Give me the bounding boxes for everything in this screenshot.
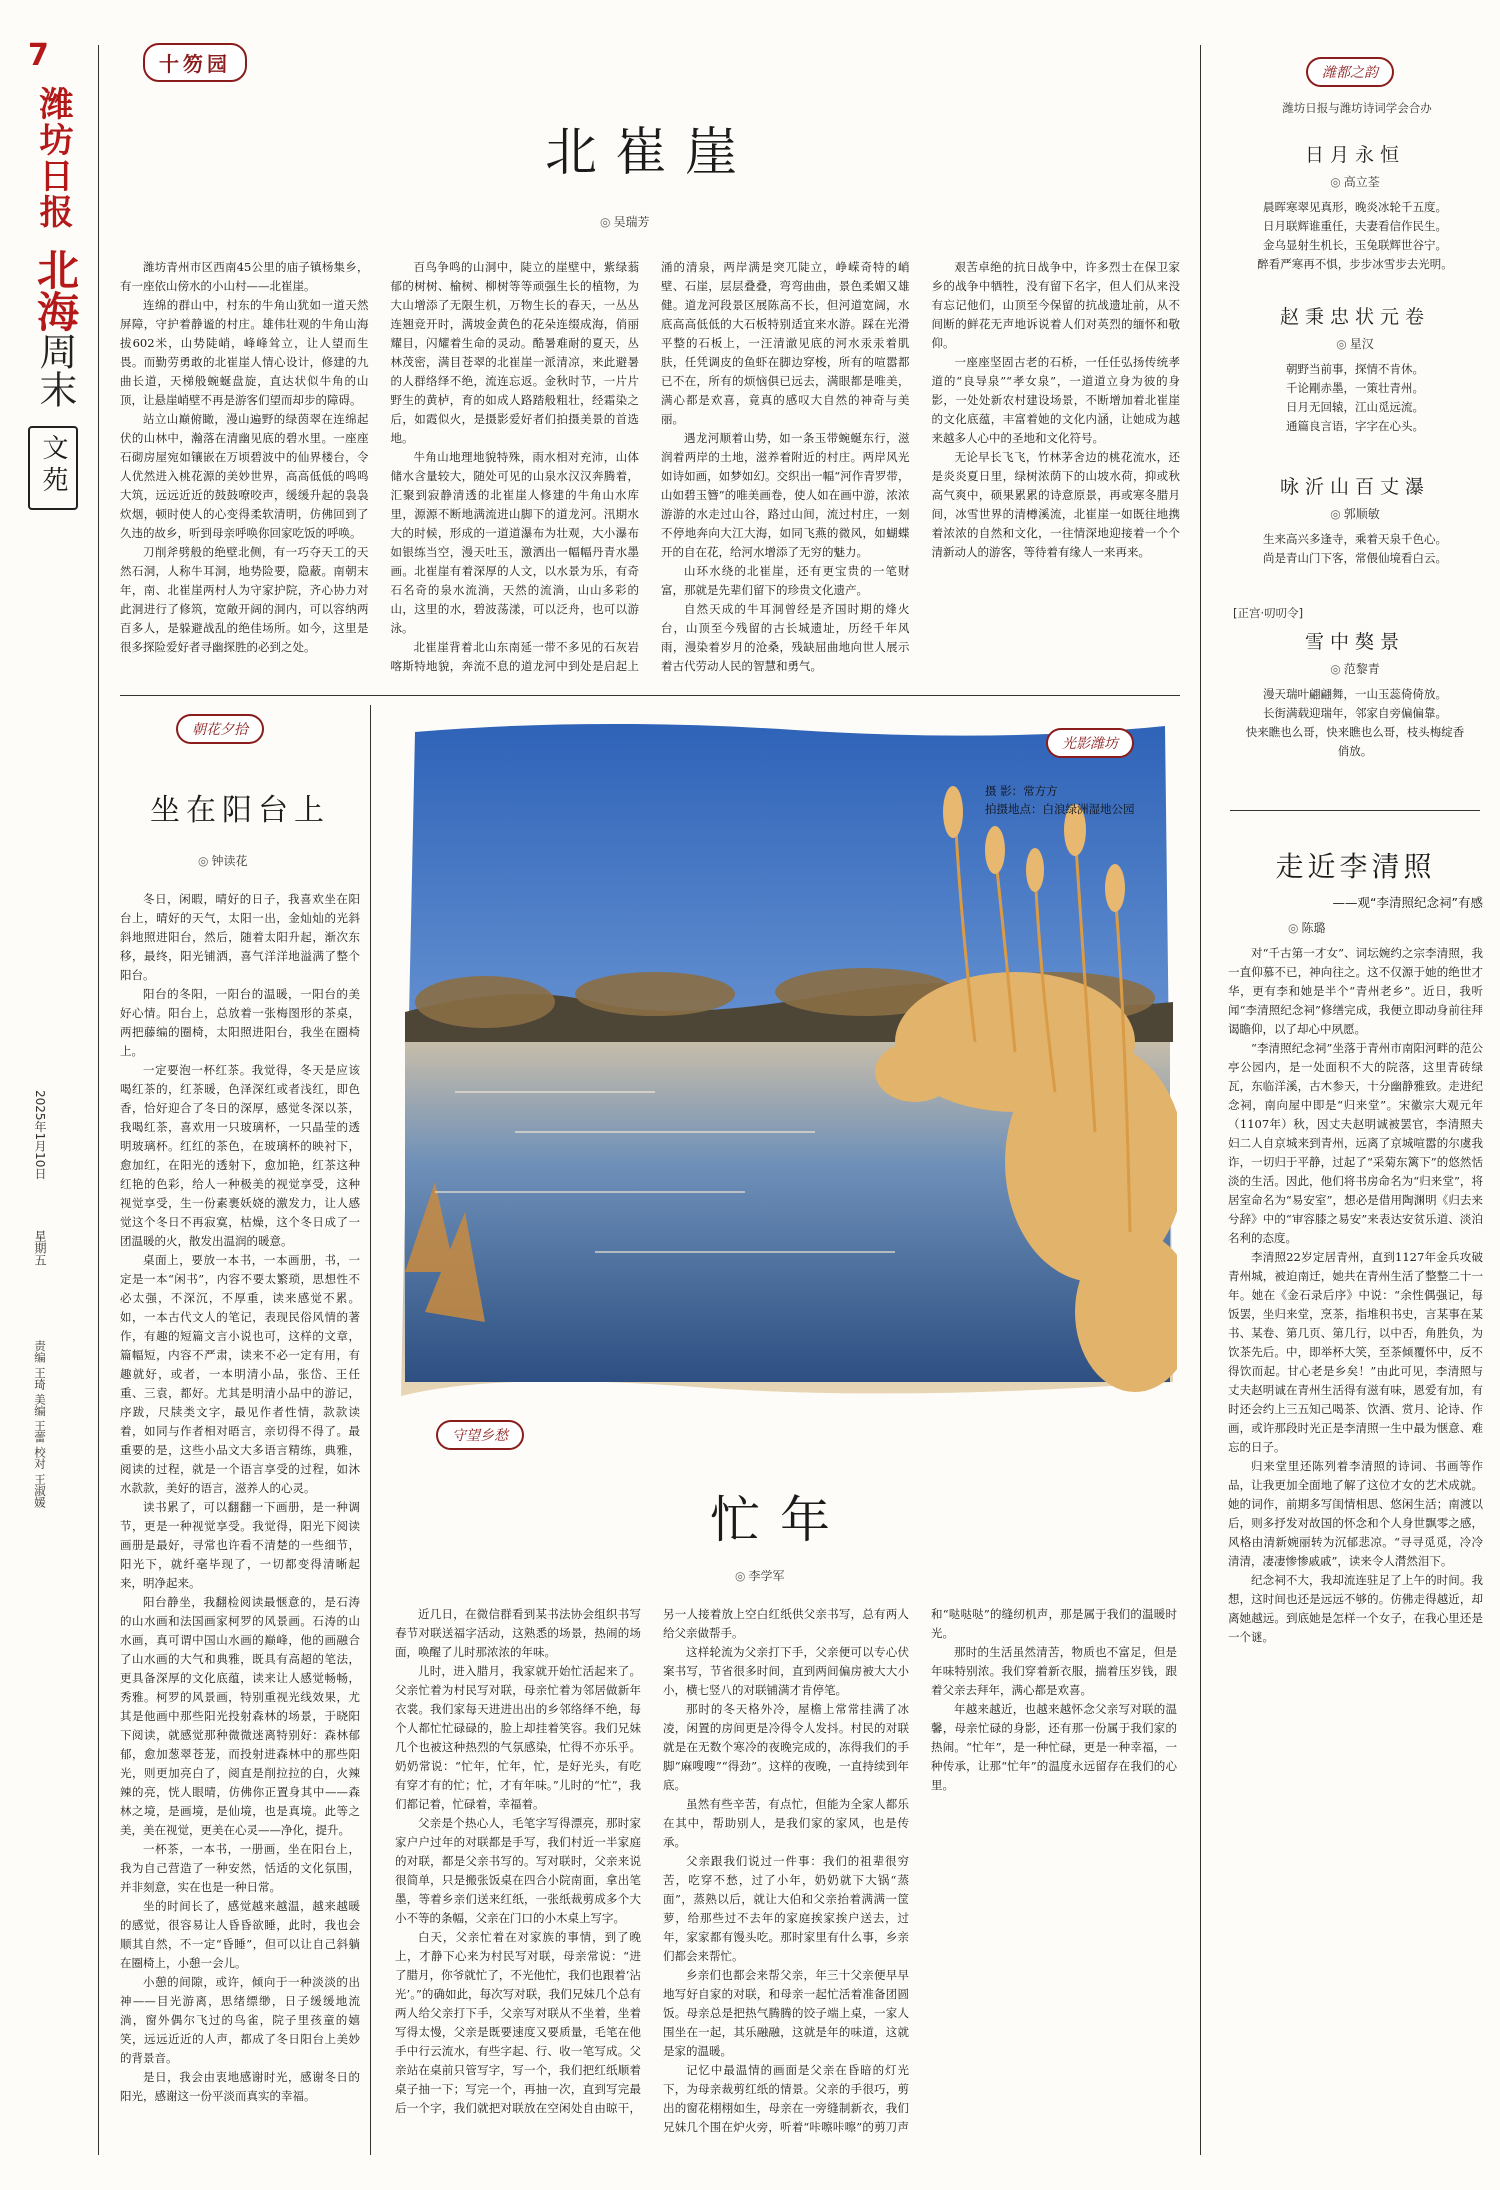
banner-guangying <box>1015 726 1165 760</box>
poem-line: 朝野当前事，探情不肯休。 <box>1286 362 1424 376</box>
essay-byline <box>1288 919 1483 936</box>
column-b-author: 李学军 <box>748 1569 785 1583</box>
banner-shiwuyuan-label: 十笏园 <box>143 43 247 82</box>
column-b-body <box>395 1605 1177 2155</box>
photo-location: 拍摄地点：白浪绿洲湿地公园 <box>985 802 1135 816</box>
paragraph: 遇龙河顺着山势，如一条玉带蜿蜒东行，滋润着两岸的土地，滋养着附近的村庄。两岸风光如诗如画，如梦如幻。交织出一幅“河作青罗带，山如碧玉簪”的唯美画卷，使人如在画中游，浓浓游游的水走过山谷，路过山间，流过村庄，一刻不停地奔向大江大海，如同飞燕的微风，如蝴蝶开的自在花，给河水增添了无穷的魅力。 <box>661 431 910 559</box>
paragraph: 无论早长飞飞，竹林茅舍边的桃花流水，还是炎炎夏日里，绿树浓荫下的山坡水荷，抑或秋高气爽中，硕果累累的诗意原景，再或寒冬腊月间，冰雪世界的清樽溪流，北崔崖一如既往地携着浓浓的自然和文化，一往情深地迎接着一个个清新动人的游客，等待着有缘人一来再来。 <box>931 450 1180 559</box>
masthead <box>28 40 88 1320</box>
poem-line: 金乌显射生机长，玉兔联辉世谷宁。 <box>1263 238 1447 252</box>
poem-title: 赵秉忠状元卷 <box>1279 306 1430 328</box>
paragraph: 桌面上，要放一本书，一本画册，书，一定是一本“闲书”，内容不要太繁琐，思想性不必太强，不深沉，不厚重，读来感觉不累。如，一本古代文人的笔记，表现民俗风情的著作，有趣的短篇文言小说也可，这样的文章，篇幅短，内容不严肃，读来不必一定有用，有趣就好，或者，一本明清小品，张岱、王任重、三袁，都好。尤其是明清小品中的游记，序跋，尺牍类文字，最见作者性情，款款读着，如同与作者相对晤言，亲切得不得了。最重要的是，这些小品文大多语言精练，典雅，阅读的过程，就是一个语言享受的过程，如沐水款款，美好的语言，滋养人的心灵。 <box>120 1253 360 1495</box>
main-story-title: 北崔崖 <box>544 123 755 183</box>
divider-left <box>98 45 99 2155</box>
paragraph: 父亲是个热心人，毛笔字写得漂亮，那时家家户户过年的对联都是手写，我们村近一半家庭的对联，都是父亲书写的。写对联时，父亲来说很简单，只是搬张饭桌在四合小院南面，拿出笔墨，等着乡亲们送来红纸，一张纸裁剪成多个大小不等的条幅，父亲在门口的小木桌上写字。 <box>395 1816 641 1925</box>
paper-name: 潍坊日报 <box>33 86 73 230</box>
supplement-bold: 北海 <box>31 248 80 332</box>
paragraph: 阳台的冬阳，一阳台的温暖，一阳台的美好心情。阳台上，总放着一张梅图形的茶桌，两把藤编的圈椅，太阳照进阳台，我坐在圈椅上。 <box>120 987 360 1058</box>
paragraph: 对“千古第一才女”、词坛婉约之宗李清照，我一直仰慕不已，神向往之。这不仅源于她的绝世才华，更有李和她是半个“青州老乡”。近日，我听闻“李清照纪念祠”修缮完成，我便立即动身前往拜谒瞻仰，以了却心中夙愿。 <box>1228 946 1483 1036</box>
paragraph: 一杯茶，一本书，一册画，坐在阳台上，我为自己营造了一种安然，恬适的文化氛围，并非刻意，实在也是一种日常。 <box>120 1842 360 1894</box>
supplement-rest: 周末 <box>33 332 77 408</box>
author-mark-icon: ◎ <box>600 215 611 229</box>
poem-title: 咏沂山百丈瀑 <box>1279 476 1430 498</box>
issue-weekday: 星期五 <box>33 1230 47 1266</box>
paragraph: 北崔崖背着北山东南延一带不多见的石灰岩喀斯特地貌，奔流不息的道龙河中到处是启起上涌的清泉，两岸满是突兀陡立，峥嵘奇特的峭壁、石崖，层层叠叠，弯弯曲曲，景色柔媚又雄健。道龙河段景区展陈高不长，但河道宽阔，水底高高低低的大石板特别适宜来水游。踩在光滑平整的石板上，一汪清澈见底的河水汞汞着肌肤，任凭调皮的鱼虾在脚边穿梭，所有的喧嚣都已不在，所有的烦恼俱已远去，满眼都是唯美，满心都是欢喜，竟真的感叹大自然的神奇与美丽。 <box>390 260 910 673</box>
poem-line: 快来瞧也么哥，快来瞧也么哥，枝头梅绽香 <box>1245 725 1465 739</box>
paragraph: 小憩的间隙，或许，倾向于一种淡淡的出神——目光游离，思绪缥缈，日子缓缓地流淌，窗外偶尔飞过的鸟雀，院子里孩童的嬉笑，远远近近的人声，都成了冬日阳台上美妙的背景音。 <box>120 1975 360 2065</box>
paragraph: 是日，我会由衷地感谢时光，感谢冬日的阳光，感谢这一份平淡而真实的幸福。 <box>120 2070 360 2103</box>
paragraph: 百鸟争鸣的山洞中，陡立的崖壁中，紫绿蓊郁的树树、榆树、柳树等等顽强生长的植物，为大山增添了无限生机，万物生长的春天，一丛丛连翘竞开时，满坡金黄色的花朵连缀成海，俏丽耀目，闪耀着生命的灵动。酷暑难耐的夏天，丛林茂密，满目苍翠的北崔崖一派清凉，来此避暑的人群络绎不绝，流连忘返。金秋时节，一片片野生的黄栌，育的如成人路踏般粗壮，经霜染之后，如霞似火，是摄影爱好者们拍摄美景的首选地。 <box>390 260 639 445</box>
column-b-byline <box>735 1567 785 1584</box>
paragraph: 坐的时间长了，感觉越来越温，越来越暖的感觉，很容易让人昏昏欲睡，此时，我也会顺其自然，不一定“昏睡”，但可以让自己斜躺在圈椅上，小憩一会儿。 <box>120 1899 360 1970</box>
banner-weidu <box>1250 55 1450 89</box>
photo-credit <box>985 782 1135 818</box>
poem-byline <box>1215 335 1495 352</box>
poem-line: 日月无回辕，江山觅远流。 <box>1286 400 1424 414</box>
author-mark-icon: ◎ <box>198 854 209 868</box>
column-a-body <box>120 890 360 2155</box>
divider-right <box>1200 45 1201 2155</box>
divider-column-a <box>370 705 371 2155</box>
banner-zhaohuaxishi <box>120 712 320 746</box>
paragraph: 山环水绕的北崔崖，还有更宝贵的一笔财富，那就是先辈们留下的珍贵文化遗产。 <box>661 564 910 597</box>
poem-line: 漫天瑞叶翩翩舞，一山玉蕊倚倚放。 <box>1263 687 1447 701</box>
poem-line: 千论剛赤墨，一策壮青州。 <box>1286 381 1424 395</box>
poem-byline <box>1215 173 1495 190</box>
poem-line: 生来高兴多逢寺，乘着天泉千色心。 <box>1263 532 1447 546</box>
poem-byline <box>1215 505 1495 522</box>
column-a-title: 坐在阳台上 <box>150 793 330 828</box>
paragraph: 记忆中最温情的画面是父亲在昏暗的灯光下，为母亲裁剪红纸的情景。父亲的手很巧，剪出的窗花栩栩如生，母亲在一旁缝制新衣，我们兄妹几个围在炉火旁，听着“咔嚓咔嚓”的剪刀声和“哒哒哒”的缝纫机声，那是属于我们的温暖时光。 <box>663 1607 1177 2134</box>
banner-shouwangxiangchou-label: 守望乡愁 <box>436 1420 524 1450</box>
paragraph: 刀削斧劈般的绝壁北侧，有一巧夺天工的天然石洞，人称牛耳洞，地势险要，隐蔽。南朝末年，南、北崔崖两村人为守家护院，齐心协力对此洞进行了修筑，宽敞开阔的洞内，可以容纳两百多人，是躲避战乱的绝佳场所。如今，这里是很多探险爱好者寻幽探胜的必到之处。 <box>120 545 369 654</box>
paragraph: 阳台静坐，我翻检阅读最惬意的，是石涛的山水画和法国画家柯罗的风景画。石涛的山水画，真可谓中国山水画的巅峰，他的画融合了山水画的大气和典雅，既具有高超的笔法，更具备深厚的文化底蕴，读来让人感觉畅畅，秀雅。柯罗的风景画，特别重视光线效果，尤其是他画中那些阳光投射森林的场景，于晓阳下阅读，就感觉那种微微迷离特别好：森林郁郁，愈加葱翠苍茏，而投射进森林中的那些阳光，则更加亮白了，阅直是削拉拉的白，火辣辣的亮，恍人眼晴，仿佛你正置身其中——森林之境，是画境，是仙境，也是真境。此等之美，美在视觉，更美在心灵——净化，提升。 <box>120 1595 360 1837</box>
poem-line: 醉看严寒再不惧，步步冰雪步去光明。 <box>1257 257 1453 271</box>
paragraph: 自然天成的牛耳洞曾经是齐国时期的烽火台，山顶至今残留的古长城遗址，历经千年风雨，漫染着岁月的沧桑，残缺屈曲地向世人展示着古代劳动人民的智慧和勇气。 <box>661 602 910 673</box>
poem-line: 通篇良言语，字字在心头。 <box>1286 419 1424 433</box>
poem-lines <box>1215 198 1495 274</box>
paragraph: 这样轮流为父亲打下手，父亲便可以专心伏案书写，节省很多时间，直到两间偏房被大大小小，横七竖八的对联铺满才肯停笔。 <box>663 1645 909 1697</box>
poem-author: 郭顺敏 <box>1343 507 1380 521</box>
poem-line: 日月联辉谁重任，夫妻看信作民生。 <box>1263 219 1447 233</box>
photographer: 摄 影：常方方 <box>985 784 1058 798</box>
page-number: 7 <box>28 38 49 73</box>
paragraph: 那时的生活虽然清苦，物质也不富足，但是年味特别浓。我们穿着新衣服，揣着压岁钱，跟着父亲去拜年，满心都是欢喜。 <box>931 1645 1177 1697</box>
banner-weidu-label: 潍都之韵 <box>1306 57 1394 87</box>
paragraph: 一座座坚固古老的石桥，一任任弘扬传统孝道的“良导泉”“孝女泉”，一道道立身为彼的身影，一处处新农村建设场景，不断增加着北崔崖的文化底蕴，丰富着她的文化内涵，让她成为越来越多人心中的圣地和文化符号。 <box>931 355 1180 445</box>
poem-title: 雪中獒景 <box>1304 631 1405 653</box>
paragraph: 站立山巅俯瞰，漫山遍野的绿茵翠在连绵起伏的山林中，瀚落在清幽见底的碧水里。一座座石砌房屋宛如镶嵌在万顷碧波中的仙界楼台，令人优然进入桃花源的美妙世界，高高低低的鸣鸣大筑，远远近近的鼓鼓嘹咬声，缓缓升起的袅袅炊烟，顿时使人的心变得柔软清明，仿佛回到了久违的故乡，听到母亲呼唤你回家吃饭的呼唤。 <box>120 412 369 540</box>
poem-line: 俏放。 <box>1337 744 1373 758</box>
poem-block-1 <box>1215 140 1495 274</box>
paragraph: 白天，父亲忙着在对家族的事情，到了晚上，才静下心来为村民写对联，母亲常说：“进了腊月，你爷就忙了，不光他忙，我们也跟着‘沾光’。”的确如此，每次写对联，我们兄妹几个总有两人给父亲打下手，父亲写对联从不坐着，坐着写得太慢，父亲是既要速度又要质量，毛笔在他手中行云流水，有些字起、行、收一笔写成。父亲站在桌前只管写字，写一个，我们把红纸顺着桌子抽一下；写完一个，再抽一次，直到写完最后一个字，我们就把对联放在空闲处自由晾干，另一人接着放上空白红纸供父亲书写，总有两人给父亲做帮手。 <box>395 1607 909 2115</box>
paragraph: 纪念祠不大，我却流连驻足了上午的时间。我想，这时间也还是远远不够的。仿佛走得越近，却离她越远。到底她是怎样一个女子，在我心里还是一个谜。 <box>1228 1573 1483 1644</box>
author-mark-icon: ◎ <box>1330 507 1341 521</box>
landscape-photo <box>395 712 1177 1402</box>
paragraph: 近几日，在微信群看到某书法协会组织书写春节对联送福字活动，这熟悉的场景，热闹的场面，唤醒了儿时那浓浓的年味。 <box>395 1607 641 1659</box>
main-story-author: 吴瑞芳 <box>613 215 650 229</box>
divider-right-sidebar <box>1230 810 1480 811</box>
poem-author: 星汉 <box>1349 337 1374 351</box>
section-badge <box>28 426 78 510</box>
banner-guangying-label: 光影潍坊 <box>1046 728 1134 758</box>
paragraph: 父亲跟我们说过一件事：我们的祖辈很穷苦，吃穿不愁，过了小年，奶奶就下大锅“蒸面”，蒸熟以后，就让大伯和父亲抬着满满一筐萝，给那些过不去年的家庭挨家挨户送去，过年，家家都有馒头吃。那时家里有什么事，乡亲们都会来帮忙。 <box>663 1854 909 1963</box>
poem-line: 晨晖寒翠见真形，晚炎冰轮千五度。 <box>1263 200 1447 214</box>
poem-tag: [正宫·叨叨令] <box>1233 606 1304 620</box>
paragraph: 儿时，进入腊月，我家就开始忙活起来了。父亲忙着为村民写对联，母亲忙着为邻居做新年衣裳。我们家每天进进出出的乡邻络绎不绝，每个人都忙忙碌碌的，脸上却挂着笑容。我们兄妹几个也被这种热烈的气氛感染，忙得不亦乐乎。奶奶常说：“忙年，忙年，忙，是好光头，有吃有穿才有的忙；忙，才有年味。”儿时的“忙”，我们都记着，忙碌着，幸福着。 <box>395 1664 641 1811</box>
main-story-body <box>120 258 1180 678</box>
banner-zhaohuaxishi-label: 朝花夕拾 <box>176 714 264 744</box>
cooperation-note: 潍坊日报与潍坊诗词学会合办 <box>1282 101 1432 115</box>
paragraph: 潍坊青州市区西南45公里的庙子镇杨集乡，有一座依山傍水的小山村——北崔崖。 <box>120 260 369 293</box>
paragraph: 艰苦卓绝的抗日战争中，许多烈士在保卫家乡的战争中牺牲，没有留下名字，但人们从来没有忘记他们，山顶至今保留的抗战遗址前，从不间断的鲜花无声地诉说着人们对英烈的缅怀和敬仰。 <box>931 260 1180 350</box>
section-name: 文苑 <box>38 434 68 498</box>
editor-credits: 责编 王琦 美编 王蕾 校对 王淑媛 <box>33 1340 47 1508</box>
author-mark-icon: ◎ <box>1330 175 1341 189</box>
divider-top-story <box>120 695 1180 696</box>
paragraph: 一定要泡一杯红茶。我觉得，冬天是应该喝红茶的，红茶暖，色泽深红或者浅红，即色香，恰好迎合了冬日的深厚，感觉冬深以茶，我喝红茶，喜欢用一只玻璃杯，一只晶莹的透明玻璃杯。红红的茶色，在玻璃杯的映衬下，愈加红，在阳光的透射下，愈加艳，红茶这种红艳的色彩，给人一种极美的视觉享受，这种视觉享受，生一份素裹妖娆的激发力，让人感觉这个冬日不再寂寞，枯燥，这个冬日成了一团温暖的火，散发出温润的暖意。 <box>120 1063 360 1248</box>
poem-block-4 <box>1215 605 1495 761</box>
column-a-author: 钟读花 <box>211 854 248 868</box>
essay-block <box>1228 845 1483 2124</box>
poem-byline <box>1215 660 1495 677</box>
poem-block-2 <box>1215 302 1495 436</box>
essay-author: 陈璐 <box>1301 921 1326 935</box>
essay-body <box>1228 944 1483 2124</box>
author-mark-icon: ◎ <box>1330 662 1341 676</box>
paragraph: 归来堂里还陈列着李清照的诗词、书画等作品，让我更加全面地了解了这位才女的艺术成就。她的词作，前期多写闺情相思、悠闲生活；南渡以后，则多抒发对故国的怀念和个人身世飘零之感，风格由清新婉丽转为沉郁悲凉。“寻寻觅觅，冷冷清清，凄凄惨惨戚戚”，读来令人潸然泪下。 <box>1228 1459 1483 1568</box>
poem-lines <box>1215 685 1495 761</box>
main-story-byline <box>600 213 650 230</box>
supplement-name <box>32 248 78 408</box>
poem-title: 日月永恒 <box>1304 144 1405 166</box>
banner-shiwuyuan <box>120 42 270 82</box>
paragraph: 冬日，闲暇，晴好的日子，我喜欢坐在阳台上，晴好的天气，太阳一出，金灿灿的光斜斜地照进阳台，然后，随着太阳升起，渐次东移，最终，阳光铺洒，喜气洋洋地溢满了整个阳台。 <box>120 892 360 982</box>
author-mark-icon: ◎ <box>1288 921 1299 935</box>
paragraph: 乡亲们也都会来帮父亲，年三十父亲便早早地写好自家的对联，和母亲一起忙活着准备团圆饭。母亲总是把热气腾腾的饺子端上桌，一家人围坐在一起，其乐融融，这就是年的味道，这就是家的温暖。 <box>663 1968 909 2058</box>
poem-line: 长街满载迎瑞年，邻家自旁偏偏靠。 <box>1263 706 1447 720</box>
column-b-title: 忙年 <box>710 1491 850 1549</box>
poem-lines <box>1215 360 1495 436</box>
poem-line: 尚是青山门下客，常偎仙境看白云。 <box>1263 551 1447 565</box>
column-a-byline <box>198 852 248 869</box>
author-mark-icon: ◎ <box>1336 337 1347 351</box>
paragraph: 连绵的群山中，村东的牛角山犹如一道天然屏障，守护着静谧的村庄。雄伟壮观的牛角山海拔602米，山势陡峭，峰峰耸立，让人望而生畏。而勤劳勇敢的北崔崖人情心设计，修建的九曲长道，天梯般蜿蜒盘旋，直达状似牛角的山顶，让悬崖峭壁不再是游客们望而却步的障碍。 <box>120 298 369 407</box>
paragraph: 那时的冬天格外冷，屋檐上常常挂满了冰凌，闲置的房间更是冷得令人发抖。村民的对联就是在无数个寒冷的夜晚完成的，冻得我们的手脚“麻嗖嗖”“得劲”。这样的夜晚，一直持续到年底。 <box>663 1702 909 1792</box>
essay-subtitle: ——观“李清照纪念祠”有感 <box>1332 895 1483 910</box>
author-mark-icon: ◎ <box>735 1569 746 1583</box>
paragraph: 虽然有些辛苦，有点忙，但能为全家人都乐在其中，帮助别人，是我们家的家风，也是传承。 <box>663 1797 909 1849</box>
poem-block-3 <box>1215 472 1495 568</box>
paragraph: 牛角山地理地貌特殊，雨水相对充沛，山体储水含量较大，随处可见的山泉水汉汉奔腾着，汇聚到寂静清透的北崔崖人修建的牛角山水库里，源源不断地满流进山脚下的道龙河。汛期水大的时候，形成的一道道瀑布为壮观，大小瀑布如银练当空，漫天吐玉，激洒出一幅幅丹青水墨画。北崔崖有着深厚的人文，以水景为乐，有奇石名奇的泉水流淌，天然的流淌，山山多彩的山，这里的水，碧波荡漾，可以泛舟，也可以游泳。 <box>390 450 639 635</box>
poem-author: 高立荃 <box>1343 175 1380 189</box>
essay-title: 走近李清照 <box>1275 850 1436 883</box>
poem-author: 范黎青 <box>1343 662 1380 676</box>
paragraph: 读书累了，可以翻翻一下画册，是一种调节，更是一种视觉享受。我觉得，阳光下阅读画册是最好，寻常也许看不清楚的一些细节，阳光下，就纤毫毕现了，一切都变得清晰起来，明净起来。 <box>120 1500 360 1590</box>
paragraph: 李清照22岁定居青州，直到1127年金兵攻破青州城，被迫南迁，她共在青州生活了整整二十一年。她在《金石录后序》中说：“余性偶强记，每饭罢，坐归来堂，烹茶，指堆积书史，言某事在某书、某卷、第几页、第几行，以中否，角胜负，为饮茶先后。中，即举杯大笑，至茶倾覆怀中，反不得饮而起。甘心老是乡矣！”由此可见，李清照与丈夫赵明诚在青州生活得有滋有味，恩爱有加，有时还会约上三五知己喝茶、饮酒、赏月、论诗、作画，或许那段时光正是李清照一生中最为惬意、难忘的日子。 <box>1228 1250 1483 1454</box>
poem-lines <box>1215 530 1495 568</box>
paragraph: 年越来越近，也越来越怀念父亲写对联的温馨，母亲忙碌的身影，还有那一份属于我们家的热闹。“忙年”，是一种忙碌，更是一种幸福，一种传承，让那“忙年”的温度永远留存在我们的心里。 <box>931 1702 1177 1792</box>
issue-date: 2025年1月10日 <box>33 1090 47 1180</box>
paragraph: “李清照纪念祠”坐落于青州市南阳河畔的范公亭公园内，是一处面积不大的院落，这里青砖绿瓦，东临洋溪，古木参天，十分幽静雅致。走进纪念祠，南向屋中即是“归来堂”。宋徽宗大观元年（1107年）秋，因丈夫赵明诚被罢官，李清照夫妇二人自京城来到青州，远离了京城喧嚣的尔虞我诈，一切归于平静，过起了“采菊东篱下”的悠然恬淡的生活。因此，他们将书房命名为“归来堂”，将居室命名为“易安室”，想必是借用陶渊明《归去来兮辞》中的“审容膝之易安”来表达安贫乐道、淡泊名利的态度。 <box>1228 1041 1483 1245</box>
banner-shouwangxiangchou <box>395 1418 565 1452</box>
